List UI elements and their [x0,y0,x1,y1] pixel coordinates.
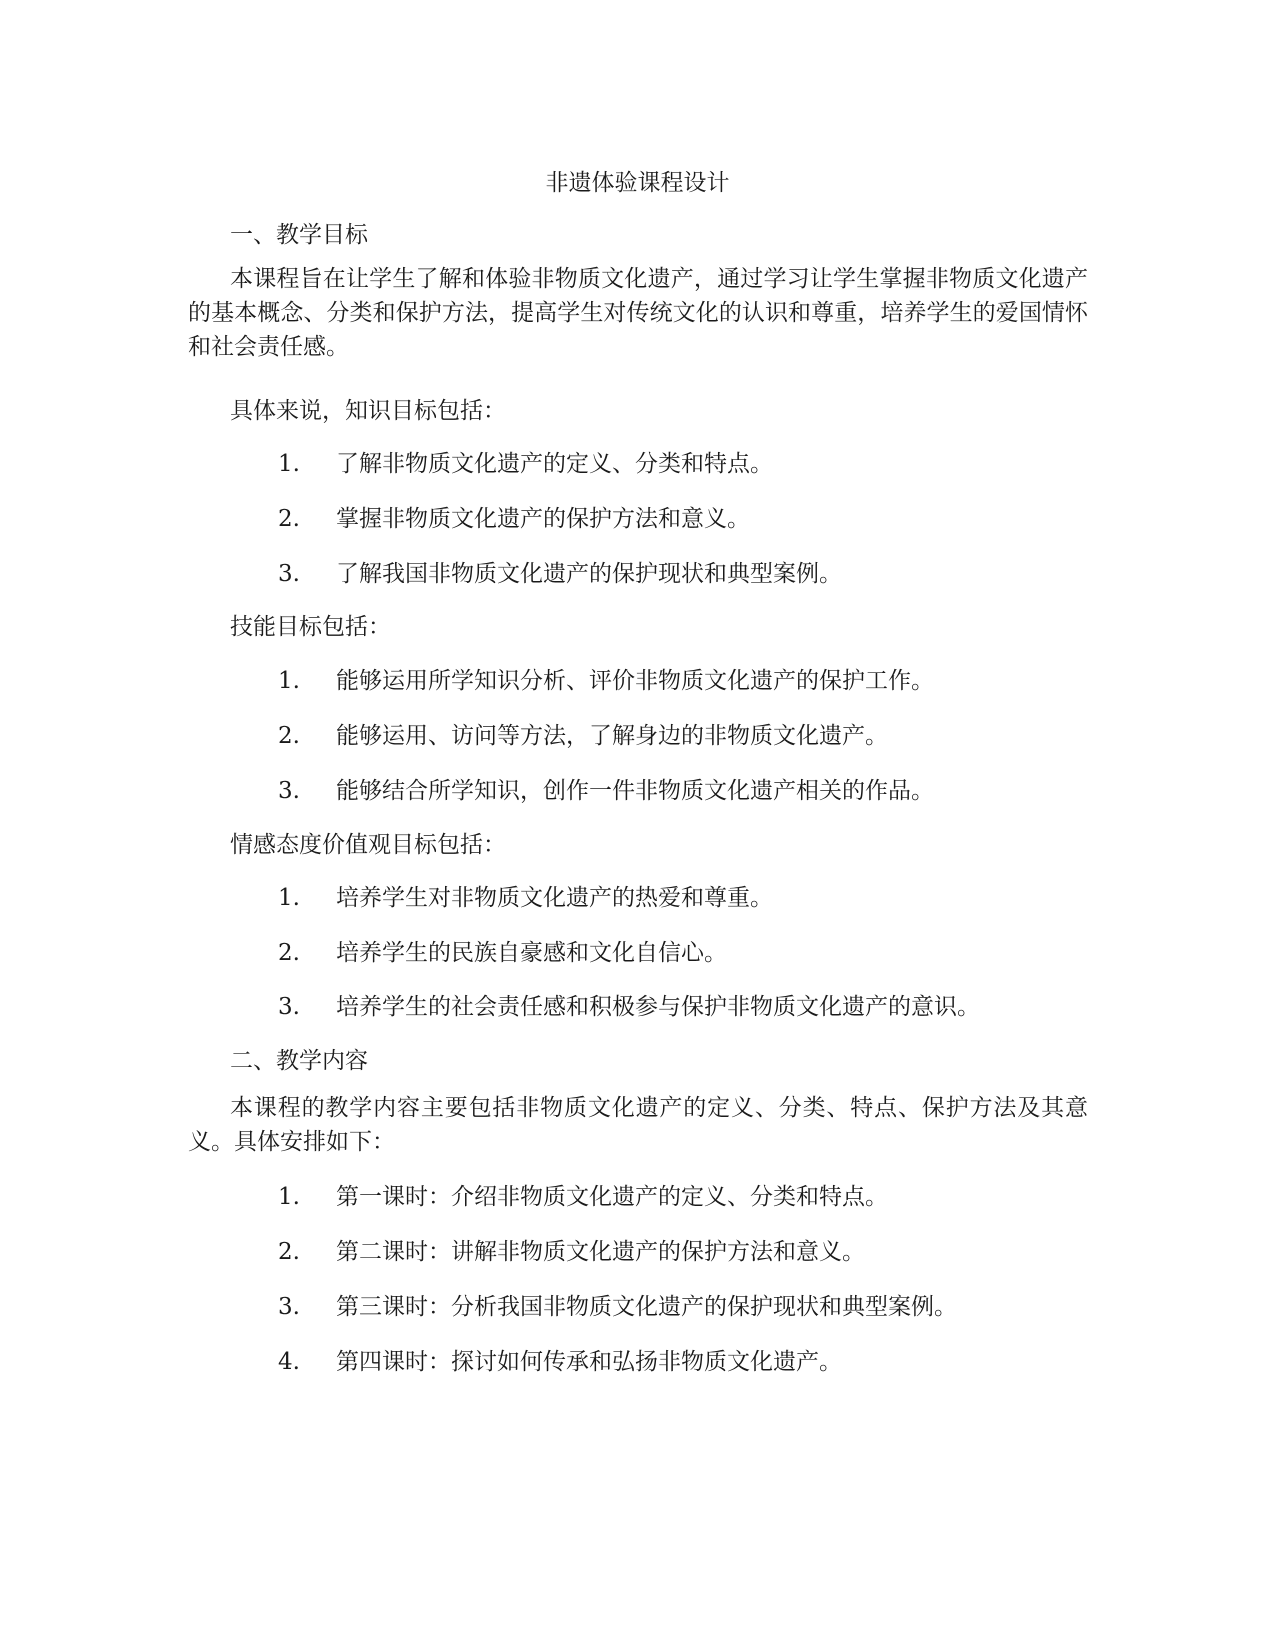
objectives-intro-paragraph: 本课程旨在让学生了解和体验非物质文化遗产，通过学习让学生掌握非物质文化遗产的基本概念、分类和保护方法，提高学生对传统文化的认识和尊重，培养学生的爱国情怀和社会责任感。 [188,266,1088,360]
list-item-number: 2. [278,506,300,532]
list-item-number: 1. [278,668,300,694]
list-item-number: 2. [278,723,300,749]
list-item-text: 培养学生的社会责任感和积极参与保护非物质文化遗产的意识。 [336,994,980,1020]
list-item-number: 1. [278,451,300,477]
knowledge-goals-lead: 具体来说，知识目标包括： [230,398,506,424]
list-item-text: 能够结合所学知识，创作一件非物质文化遗产相关的作品。 [336,778,934,804]
list-item-number: 2. [278,940,300,966]
list-item-number: 3. [278,778,300,804]
value-goals-lead: 情感态度价值观目标包括： [230,832,506,858]
list-item-text: 了解我国非物质文化遗产的保护现状和典型案例。 [336,561,842,587]
list-item-number: 3. [278,1294,300,1320]
list-item-text: 第四课时：探讨如何传承和弘扬非物质文化遗产。 [336,1349,842,1375]
list-item [278,503,750,535]
list-item [278,448,773,480]
section-heading-objectives: 一、教学目标 [230,222,368,248]
list-item-text: 培养学生的民族自豪感和文化自信心。 [336,940,727,966]
list-item-number: 4. [278,1349,300,1375]
list-item-text: 能够运用、访问等方法，了解身边的非物质文化遗产。 [336,723,888,749]
list-item-text: 能够运用所学知识分析、评价非物质文化遗产的保护工作。 [336,668,934,694]
list-item-number: 1. [278,1184,300,1210]
list-item-text: 掌握非物质文化遗产的保护方法和意义。 [336,506,750,532]
list-item [278,558,842,590]
list-item [278,1291,957,1323]
list-item [278,775,934,807]
list-item [278,882,773,914]
list-item-text: 了解非物质文化遗产的定义、分类和特点。 [336,451,773,477]
list-item-number: 2. [278,1239,300,1265]
content-intro-paragraph: 本课程的教学内容主要包括非物质文化遗产的定义、分类、特点、保护方法及其意义。具体安排如下： [188,1095,1088,1155]
list-item-text: 第一课时：介绍非物质文化遗产的定义、分类和特点。 [336,1184,888,1210]
list-item [278,937,727,969]
document-title: 非遗体验课程设计 [545,170,730,196]
list-item [278,720,888,752]
list-item-number: 1. [278,885,300,911]
list-item [278,665,934,697]
list-item-text: 第二课时：讲解非物质文化遗产的保护方法和意义。 [336,1239,865,1265]
list-item-text: 培养学生对非物质文化遗产的热爱和尊重。 [336,885,773,911]
section-heading-content: 二、教学内容 [230,1048,368,1074]
skill-goals-lead: 技能目标包括： [230,614,391,640]
list-item [278,991,980,1023]
list-item-text: 第三课时：分析我国非物质文化遗产的保护现状和典型案例。 [336,1294,957,1320]
list-item-number: 3. [278,994,300,1020]
list-item-number: 3. [278,561,300,587]
list-item [278,1346,842,1378]
list-item [278,1181,888,1213]
list-item [278,1236,865,1268]
